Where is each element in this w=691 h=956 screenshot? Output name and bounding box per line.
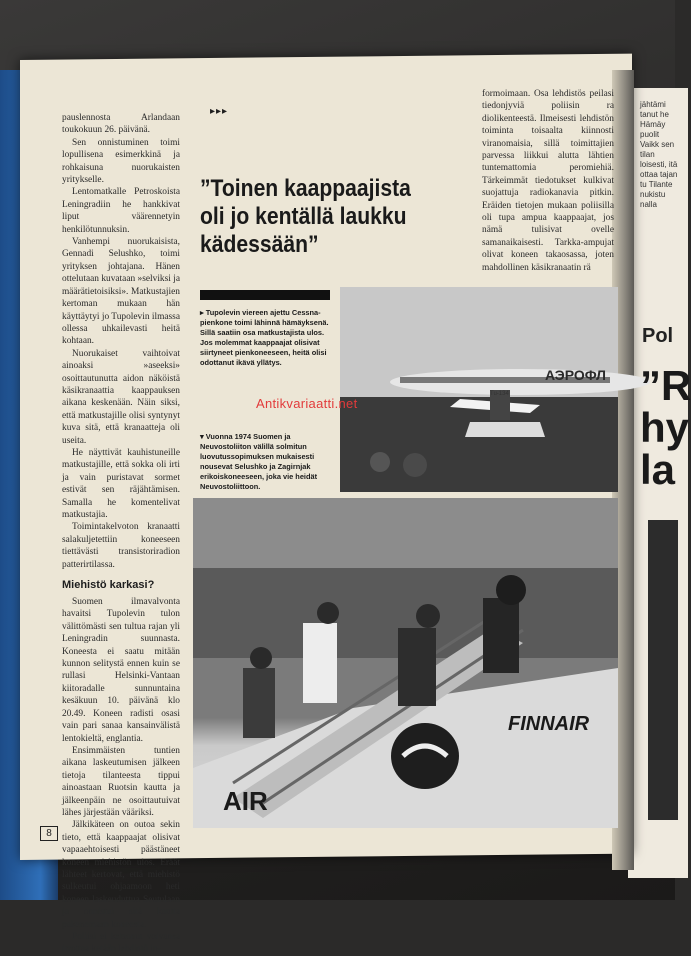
facing-page-photo [648, 520, 678, 820]
watermark-text: Antikvariaatti.net [256, 396, 358, 411]
tupolev-illustration [340, 287, 618, 492]
finnair-tail: AIR [223, 786, 268, 816]
paragraph: Vanhempi nuorukaisista, Gennadi Selushko, toimi yrityksen johtajana. Hänen ottelutaan kuvataan »selviksi ja määrätietoisiksi». Matkustajien kertoman mukaan hän käyttäytyi jo Tupolevin ilmassa ollessa uhkailevasti heitä kohtaan. [62, 237, 180, 347]
continuation-arrows: ▸▸▸ [210, 106, 229, 117]
paragraph: Lentomatkalle Petroskoista Leningradiin he hankkivat liput väärennetyin henkilötunnuksin. [62, 187, 180, 235]
subheading: Miehistö karkasi? [62, 579, 155, 592]
paragraph: Ensimmäisten tuntien aikana laskeutumisen jälkeen tietoja tilanteesta tippui ainoastaan Ruotsin kautta ja jälkeenpäin ne osoittautuivat lähes järjestään vääriksi. [62, 745, 180, 818]
caption-plane: ▸ Tupolevin viereen ajettu Cessna-pienkone toimi lähinnä hämäyksenä. Sillä saatiin osa matkustajista ulos. Jos molemmat kaappaajat olisivat siirtyneet pienkoneeseen, heitä olisi odottanut ikävä yllätys. [200, 308, 329, 367]
paragraph: Jälkikäteen on outoa sekin tieto, että kaappaajat olisivat vapaaehtoisesti päästäneet koneen miehistön ulos. Eräät lähteet kertovat, että miehistö sulkeutui ohjaamoon heti koneen laskeuduttua Seutulaan ja onnistui sitä kautta pakenemaan koneesta. [62, 820, 180, 930]
plane-livery: АЭРОФЛ [545, 367, 607, 383]
caption-finnair: ▾ Vuonna 1974 Suomen ja Neuvostoliiton välillä solmitun luovutussopimuksen mukaisesti nousevat Selushko ja Zagirnjak erikoiskoneeseen, joka vie heidät Neuvostoliittoon. [200, 432, 318, 491]
caption-finnair-text: Vuonna 1974 Suomen ja Neuvostoliiton välillä solmitun luovutussopimuksen mukaisesti nousevat Selushko ja Zagirnjak erikoiskoneeseen, joka vie heidät Neuvostoliittoon. [200, 432, 318, 491]
right-text-column: formoimaan. Osa lehdistös peilasi tiedonjyviä poliisin ra diolikenteestä. Ilmeisesti lehdistön toiminta toisaalta kiinnosti viranomaisia, sillä toimittajien parvessa liikkui alutta lähtien tuntemattomia peromiehiä. Tärkeimmät tiedotukset kulkivat suojattuja radiokanavia pitkin. Eräiden tietojen mukaan poliisilla oli tupa ampua kaappaajat, jos nämä tulisivat ovelle samanaikaisesti. Tarkka-ampujat olivat koneen takaosassa, joten mahdollinen käsikranaatin rä [482, 89, 614, 273]
paragraph: Poliisi ei katsonut voivansa irrottaa ketään lehdistö in- [62, 932, 180, 955]
paragraph: Nuorukaiset vaihtoivat ainoaksi »aseeksi» osoittautunutta aidon näköistä käsikranaattia kaappauksen aikana keskenään. Näin siksi, että matkustajille olisi syntynyt kuva sitä, että kranaatteja oli useita. [62, 348, 180, 446]
paragraph: Toimintakelvoton kranaatti salakuljetettiin koneeseen tiettävästi transistoriradion patterirtilassa. [62, 522, 180, 570]
caption-bar [200, 290, 330, 300]
paragraph: pauslennosta Arlandaan toukokuun 26. päivänä. [62, 113, 180, 136]
facing-page-headline: ”R hy la [640, 362, 691, 493]
photo-tupolev [340, 287, 618, 492]
paragraph: Suomen ilmavalvonta havaitsi Tupolevin tulon välittömästi sen tultua rajan yli Leningradin suunnasta. Koneesta ei saatu mitään kunnon selitystä ennen kuin se rullasi Helsinki-Vantaan kiitoradalle sunnuntaina kesäkuun 10. päivänä klo 20.49. Koneen radisti osasi vain pari sanaa kansainvälistä lentokieltä, englantia. [62, 597, 180, 744]
finnair-livery: FINNAIR [508, 713, 590, 735]
left-text-column [62, 112, 180, 955]
page-number: 8 [40, 826, 58, 841]
caption-plane-text: Tupolevin viereen ajettu Cessna-pienkone toimi lähinnä hämäyksenä. Sillä saatiin osa matkustajista ulos. Jos molemmat kaappaajat olisivat siirtyneet pienkoneeseen, heitä olisi odottanut ikävä yllätys. [200, 308, 329, 367]
plane-registration: Tu-134 [490, 391, 509, 397]
paragraph: He näyttivät kauhistuneille matkustajille, että sokka oli irti ja vain puristavat sormet estivät sen räjähtämisen. Samalla he komentelivat matkustajia. [62, 447, 180, 520]
facing-page-text: jähtämi tanut he Hämäy puolit Vaikk sen tilan loisesti, itä ottaa tajan tu Tilante nukistu nalla [640, 100, 678, 209]
facing-page-heading: Pol [642, 325, 674, 347]
photo-finnair-boarding [193, 498, 618, 828]
paragraph: Sen onnistuminen toimi lopullisena esimerkkinä ja rohkaisuna nuorukaisten yritykselle. [62, 137, 180, 186]
finnair-illustration [193, 498, 618, 828]
article-headline: ”Toinen kaappaajista oli jo kentällä laukku kädessään” [200, 175, 411, 258]
